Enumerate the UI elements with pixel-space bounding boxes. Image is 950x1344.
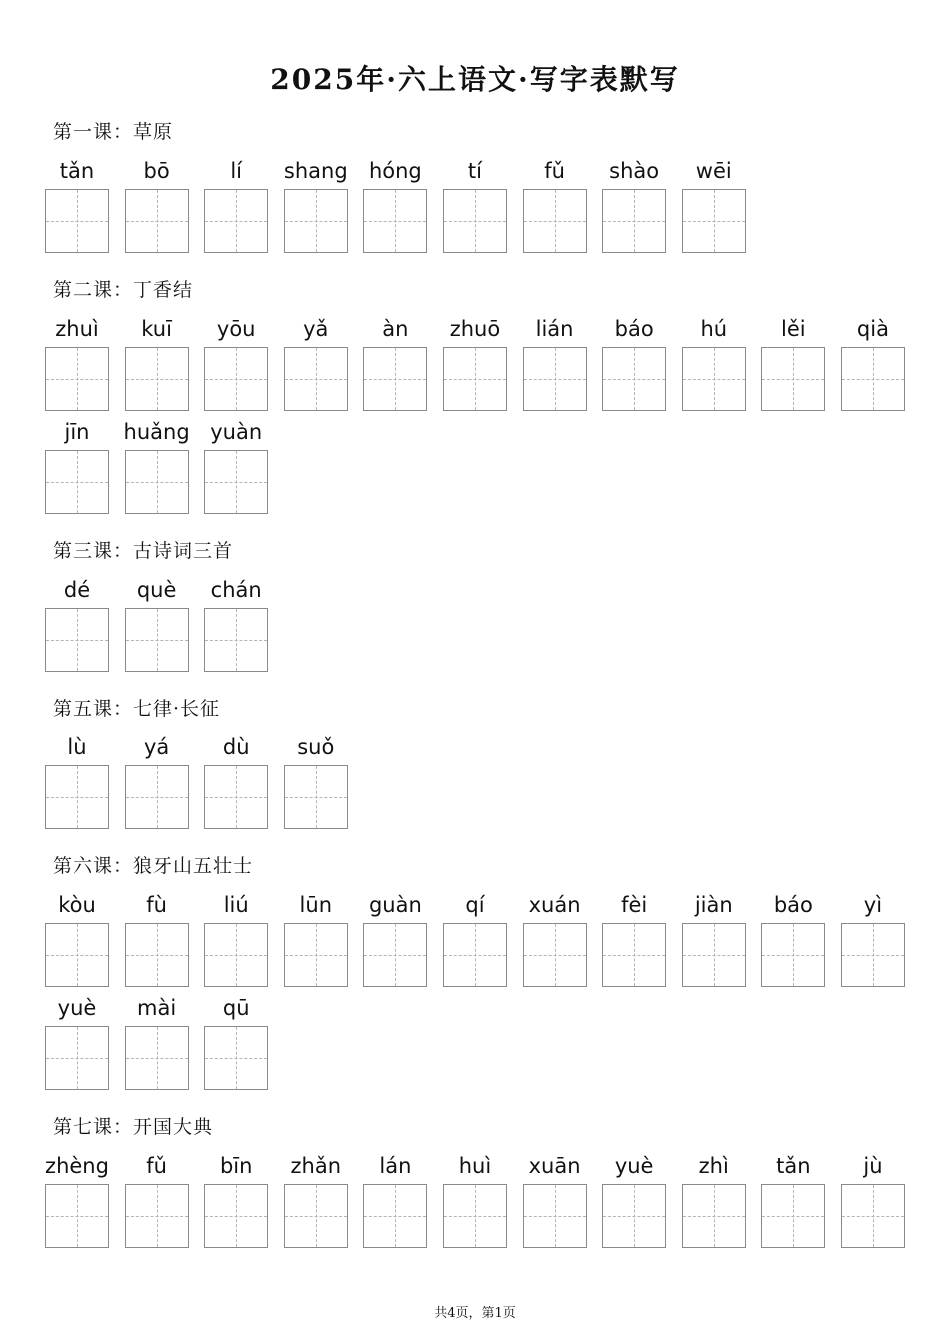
tianzige-box[interactable] bbox=[45, 1026, 109, 1090]
tianzige-box[interactable] bbox=[204, 189, 268, 253]
writing-cell bbox=[523, 890, 587, 987]
tianzige-box[interactable] bbox=[125, 608, 189, 672]
tianzige-box[interactable] bbox=[125, 1026, 189, 1090]
lesson-1-row-1 bbox=[45, 156, 761, 253]
pinyin-label: tí bbox=[467, 159, 482, 183]
tianzige-box[interactable] bbox=[204, 1026, 268, 1090]
pinyin-label: lián bbox=[535, 317, 574, 341]
tianzige-box[interactable] bbox=[443, 923, 507, 987]
tianzige-box[interactable] bbox=[125, 923, 189, 987]
writing-cell bbox=[45, 1151, 109, 1248]
writing-cell bbox=[204, 575, 268, 672]
tianzige-box[interactable] bbox=[284, 1184, 348, 1248]
pinyin-label: jīn bbox=[64, 420, 90, 444]
tianzige-box[interactable] bbox=[363, 347, 427, 411]
tianzige-box[interactable] bbox=[45, 347, 109, 411]
pinyin-label: què bbox=[136, 578, 177, 602]
pinyin-label: àn bbox=[382, 317, 409, 341]
tianzige-box[interactable] bbox=[45, 765, 109, 829]
pinyin-label: yuè bbox=[614, 1154, 654, 1178]
writing-cell bbox=[363, 1151, 427, 1248]
tianzige-box[interactable] bbox=[682, 923, 746, 987]
pinyin-label: jù bbox=[863, 1154, 883, 1178]
writing-cell bbox=[284, 156, 348, 253]
writing-cell bbox=[602, 1151, 666, 1248]
tianzige-box[interactable] bbox=[602, 347, 666, 411]
writing-cell bbox=[841, 1151, 905, 1248]
tianzige-box[interactable] bbox=[682, 347, 746, 411]
tianzige-box[interactable] bbox=[523, 1184, 587, 1248]
pinyin-label: dù bbox=[222, 735, 250, 759]
pinyin-label: xuān bbox=[528, 1154, 581, 1178]
lesson-6-row-2 bbox=[45, 993, 284, 1090]
pinyin-label: kòu bbox=[58, 893, 96, 917]
pinyin-label: zhǎn bbox=[290, 1154, 342, 1178]
writing-cell bbox=[841, 890, 905, 987]
writing-cell bbox=[125, 417, 189, 514]
pinyin-label: tǎn bbox=[776, 1154, 811, 1178]
writing-cell bbox=[204, 156, 268, 253]
tianzige-box[interactable] bbox=[125, 450, 189, 514]
writing-cell bbox=[284, 732, 348, 829]
pinyin-label: wēi bbox=[695, 159, 732, 183]
tianzige-box[interactable] bbox=[204, 347, 268, 411]
pinyin-label: yuàn bbox=[210, 420, 263, 444]
tianzige-box[interactable] bbox=[363, 1184, 427, 1248]
lesson-6-row-1 bbox=[45, 890, 921, 987]
tianzige-box[interactable] bbox=[443, 347, 507, 411]
pinyin-label: zhuō bbox=[449, 317, 501, 341]
writing-cell bbox=[761, 890, 825, 987]
lesson-2-row-1 bbox=[45, 314, 921, 411]
tianzige-box[interactable] bbox=[523, 189, 587, 253]
pinyin-label: lūn bbox=[299, 893, 333, 917]
writing-cell bbox=[45, 156, 109, 253]
tianzige-box[interactable] bbox=[602, 189, 666, 253]
writing-cell bbox=[204, 993, 268, 1090]
writing-cell bbox=[443, 890, 507, 987]
writing-cell bbox=[45, 890, 109, 987]
tianzige-box[interactable] bbox=[284, 189, 348, 253]
pinyin-label: yì bbox=[863, 893, 883, 917]
pinyin-label: báo bbox=[773, 893, 813, 917]
pinyin-label: chán bbox=[210, 578, 262, 602]
pinyin-label: xuán bbox=[528, 893, 581, 917]
writing-cell bbox=[602, 156, 666, 253]
lesson-2-row-2 bbox=[45, 417, 284, 514]
tianzige-box[interactable] bbox=[682, 189, 746, 253]
tianzige-box[interactable] bbox=[443, 189, 507, 253]
lesson-title-2: 第二课：丁香结 bbox=[53, 279, 194, 301]
writing-cell bbox=[45, 314, 109, 411]
pinyin-label: shang bbox=[283, 159, 348, 183]
pinyin-label: fù bbox=[146, 893, 167, 917]
tianzige-box[interactable] bbox=[523, 347, 587, 411]
writing-cell bbox=[45, 417, 109, 514]
writing-cell bbox=[204, 417, 268, 514]
pinyin-label: kuī bbox=[141, 317, 172, 341]
pinyin-label: mài bbox=[137, 996, 177, 1020]
writing-cell bbox=[682, 890, 746, 987]
tianzige-box[interactable] bbox=[204, 1184, 268, 1248]
tianzige-box[interactable] bbox=[363, 189, 427, 253]
tianzige-box[interactable] bbox=[125, 189, 189, 253]
pinyin-label: guàn bbox=[368, 893, 422, 917]
tianzige-box[interactable] bbox=[125, 765, 189, 829]
pinyin-label: qí bbox=[465, 893, 485, 917]
writing-cell bbox=[284, 890, 348, 987]
tianzige-box[interactable] bbox=[204, 765, 268, 829]
tianzige-box[interactable] bbox=[125, 347, 189, 411]
tianzige-box[interactable] bbox=[125, 1184, 189, 1248]
tianzige-box[interactable] bbox=[284, 347, 348, 411]
pinyin-label: fèi bbox=[621, 893, 648, 917]
tianzige-box[interactable] bbox=[204, 608, 268, 672]
tianzige-box[interactable] bbox=[363, 923, 427, 987]
tianzige-box[interactable] bbox=[284, 765, 348, 829]
writing-cell bbox=[125, 890, 189, 987]
pinyin-label: zhèng bbox=[45, 1154, 109, 1178]
writing-cell bbox=[45, 993, 109, 1090]
pinyin-label: tǎn bbox=[59, 159, 95, 183]
tianzige-box[interactable] bbox=[204, 450, 268, 514]
tianzige-box[interactable] bbox=[841, 1184, 905, 1248]
tianzige-box[interactable] bbox=[45, 608, 109, 672]
writing-cell bbox=[363, 156, 427, 253]
pinyin-label: liú bbox=[223, 893, 249, 917]
tianzige-box[interactable] bbox=[45, 450, 109, 514]
lesson-title-1: 第一课：草原 bbox=[53, 121, 174, 143]
writing-cell bbox=[523, 314, 587, 411]
tianzige-box[interactable] bbox=[761, 923, 825, 987]
pinyin-label: lù bbox=[67, 735, 87, 759]
tianzige-box[interactable] bbox=[523, 923, 587, 987]
pinyin-label: hú bbox=[700, 317, 728, 341]
writing-cell bbox=[523, 156, 587, 253]
tianzige-box[interactable] bbox=[761, 347, 825, 411]
page-footer: 共4页，第1页 bbox=[434, 1306, 516, 1321]
tianzige-box[interactable] bbox=[602, 1184, 666, 1248]
writing-cell bbox=[602, 314, 666, 411]
pinyin-label: dé bbox=[63, 578, 91, 602]
pinyin-label: huǎng bbox=[123, 420, 190, 444]
pinyin-label: fǔ bbox=[146, 1154, 167, 1178]
tianzige-box[interactable] bbox=[761, 1184, 825, 1248]
pinyin-label: huì bbox=[458, 1154, 492, 1178]
tianzige-box[interactable] bbox=[284, 923, 348, 987]
page-title: 2025年·六上语文·写字表默写 bbox=[270, 63, 680, 96]
writing-cell bbox=[761, 314, 825, 411]
writing-cell bbox=[125, 314, 189, 411]
pinyin-label: zhuì bbox=[55, 317, 99, 341]
pinyin-label: zhì bbox=[698, 1154, 729, 1178]
writing-cell bbox=[284, 1151, 348, 1248]
lesson-7-row-1 bbox=[45, 1151, 921, 1248]
pinyin-label: jiàn bbox=[694, 893, 733, 917]
writing-cell bbox=[125, 1151, 189, 1248]
lesson-title-7: 第七课：开国大典 bbox=[53, 1116, 214, 1138]
tianzige-box[interactable] bbox=[45, 189, 109, 253]
writing-cell bbox=[125, 993, 189, 1090]
writing-cell bbox=[45, 732, 109, 829]
writing-cell bbox=[761, 1151, 825, 1248]
pinyin-label: yá bbox=[143, 735, 170, 759]
tianzige-box[interactable] bbox=[204, 923, 268, 987]
writing-cell bbox=[443, 314, 507, 411]
writing-cell bbox=[204, 732, 268, 829]
writing-cell bbox=[682, 314, 746, 411]
writing-cell bbox=[602, 890, 666, 987]
tianzige-box[interactable] bbox=[841, 347, 905, 411]
lesson-3-row-1 bbox=[45, 575, 284, 672]
pinyin-label: suǒ bbox=[297, 735, 335, 759]
tianzige-box[interactable] bbox=[45, 923, 109, 987]
pinyin-label: bīn bbox=[219, 1154, 253, 1178]
tianzige-box[interactable] bbox=[443, 1184, 507, 1248]
lesson-5-row-1 bbox=[45, 732, 363, 829]
pinyin-label: lán bbox=[379, 1154, 412, 1178]
pinyin-label: shào bbox=[609, 159, 660, 183]
pinyin-label: yǎ bbox=[303, 317, 329, 341]
tianzige-box[interactable] bbox=[682, 1184, 746, 1248]
tianzige-box[interactable] bbox=[602, 923, 666, 987]
lesson-title-6: 第六课：狼牙山五壮士 bbox=[53, 855, 254, 877]
pinyin-label: fǔ bbox=[544, 159, 565, 183]
writing-cell bbox=[284, 314, 348, 411]
writing-cell bbox=[204, 1151, 268, 1248]
writing-cell bbox=[125, 575, 189, 672]
writing-cell bbox=[204, 890, 268, 987]
writing-cell bbox=[443, 156, 507, 253]
pinyin-label: lí bbox=[230, 159, 243, 183]
writing-cell bbox=[682, 1151, 746, 1248]
writing-cell bbox=[125, 156, 189, 253]
writing-cell bbox=[841, 314, 905, 411]
tianzige-box[interactable] bbox=[45, 1184, 109, 1248]
pinyin-label: yuè bbox=[57, 996, 97, 1020]
writing-cell bbox=[363, 314, 427, 411]
pinyin-label: qū bbox=[222, 996, 250, 1020]
writing-cell bbox=[363, 890, 427, 987]
writing-cell bbox=[125, 732, 189, 829]
writing-cell bbox=[682, 156, 746, 253]
lesson-title-5: 第五课：七律·长征 bbox=[53, 698, 221, 720]
tianzige-box[interactable] bbox=[841, 923, 905, 987]
pinyin-label: báo bbox=[614, 317, 654, 341]
writing-cell bbox=[523, 1151, 587, 1248]
lesson-title-3: 第三课：古诗词三首 bbox=[53, 540, 234, 562]
writing-cell bbox=[204, 314, 268, 411]
pinyin-label: yōu bbox=[216, 317, 256, 341]
pinyin-label: qià bbox=[856, 317, 889, 341]
pinyin-label: bō bbox=[143, 159, 170, 183]
pinyin-label: hóng bbox=[368, 159, 422, 183]
writing-cell bbox=[443, 1151, 507, 1248]
pinyin-label: lěi bbox=[781, 317, 806, 341]
writing-cell bbox=[45, 575, 109, 672]
